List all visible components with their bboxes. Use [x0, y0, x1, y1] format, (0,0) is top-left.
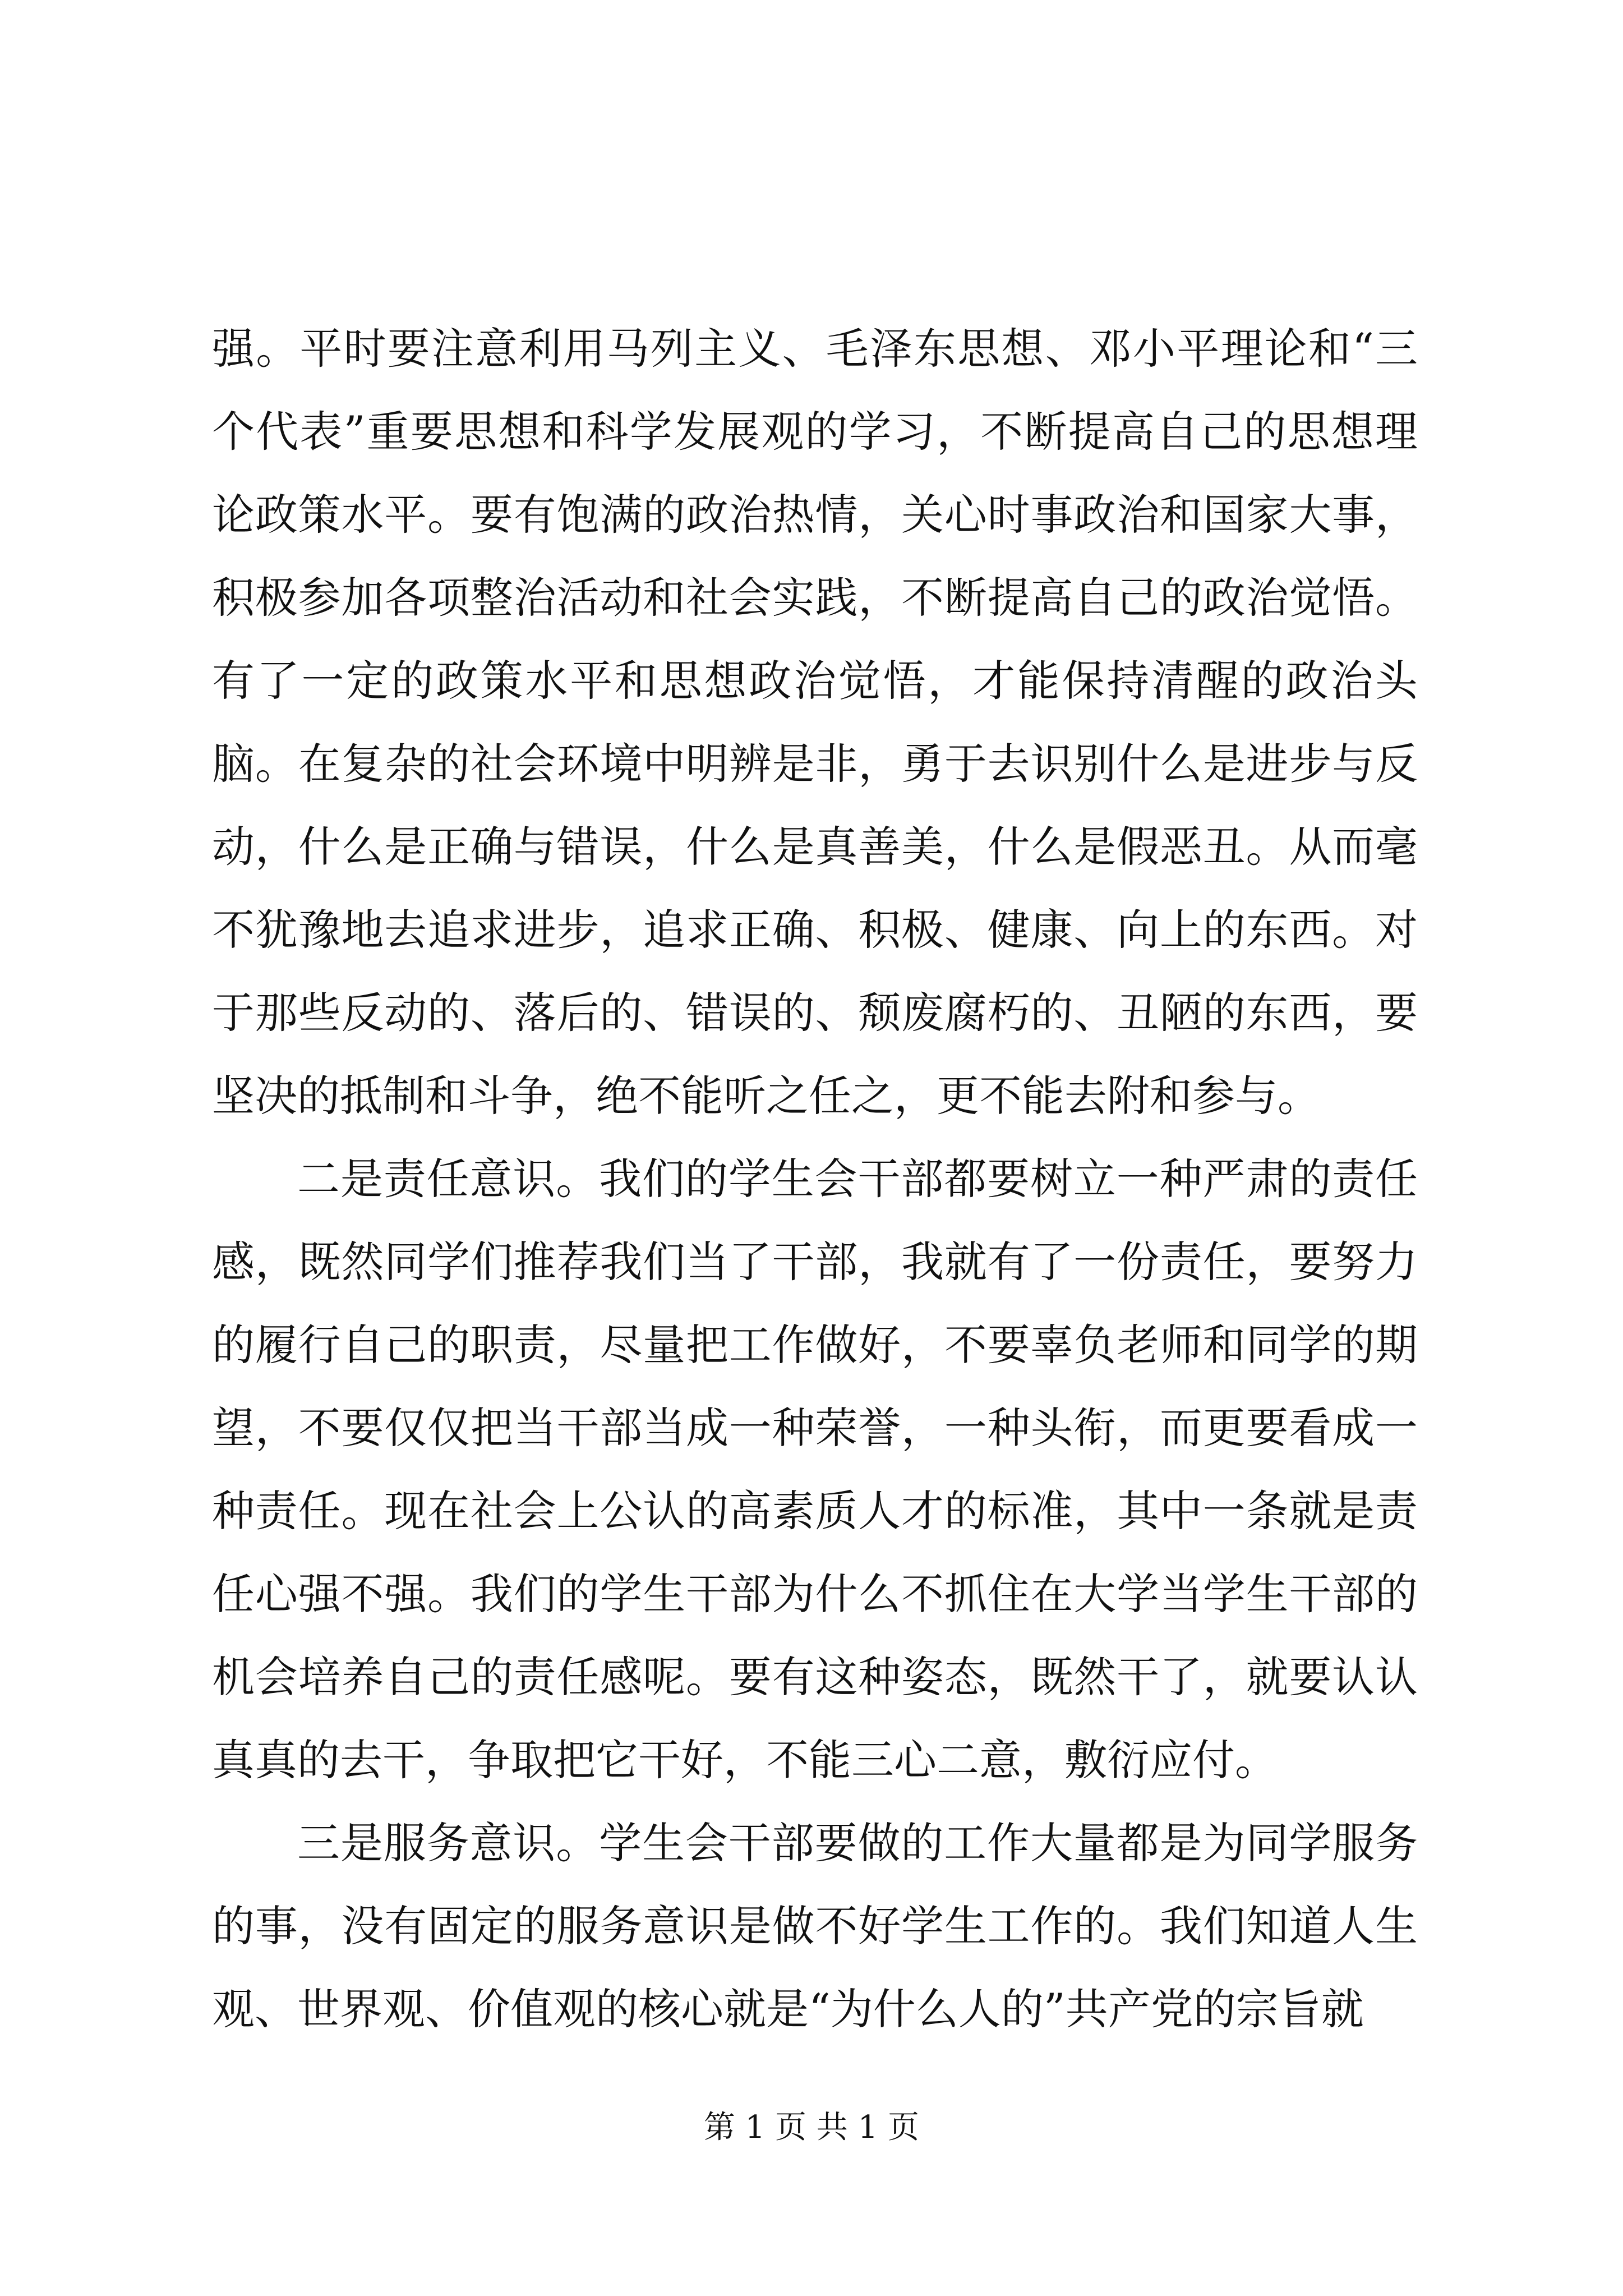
paragraph-service-awareness: 三是服务意识。学生会干部要做的工作大量都是为同学服务的事，没有固定的服务意识是做不好学生工作的。我们知道人生观、世界观、价值观的核心就是“为什么人的”共产党的宗旨就 — [212, 1818, 1418, 2034]
page-footer: 第 1 页 共 1 页 — [703, 2109, 920, 2146]
document-body — [212, 307, 1418, 2051]
paragraph-political-awareness: 强。平时要注意利用马列主义、毛泽东思想、邓小平理论和“三个代表”重要思想和科学发展观的学习，不断提高自己的思想理论政策水平。要有饱满的政治热情，关心时事政治和国家大事，积极参加各项整治活动和社会实践，不断提高自己的政治觉悟。有了一定的政策水平和思想政治觉悟，才能保持清醒的政治头脑。在复杂的社会环境中明辨是非，勇于去识别什么是进步与反动，什么是正确与错误，什么是真善美，什么是假恶丑。从而毫不犹豫地去追求进步，追求正确、积极、健康、向上的东西。对于那些反动的、落后的、错误的、颓废腐朽的、丑陋的东西，要坚决的抵制和斗争，绝不能听之任之，更不能去附和参与。 — [212, 324, 1418, 1121]
paragraph-responsibility-awareness: 二是责任意识。我们的学生会干部都要树立一种严肃的责任感，既然同学们推荐我们当了干部，我就有了一份责任，要努力的履行自己的职责，尽量把工作做好，不要辜负老师和同学的期望，不要仅仅把当干部当成一种荣誉，一种头衔，而更要看成一种责任。现在社会上公认的高素质人才的标准，其中一条就是责任心强不强。我们的学生干部为什么不抓住在大学当学生干部的机会培养自己的责任感呢。要有这种姿态，既然干了，就要认认真真的去干，争取把它干好，不能三心二意，敷衍应付。 — [212, 1154, 1418, 1785]
